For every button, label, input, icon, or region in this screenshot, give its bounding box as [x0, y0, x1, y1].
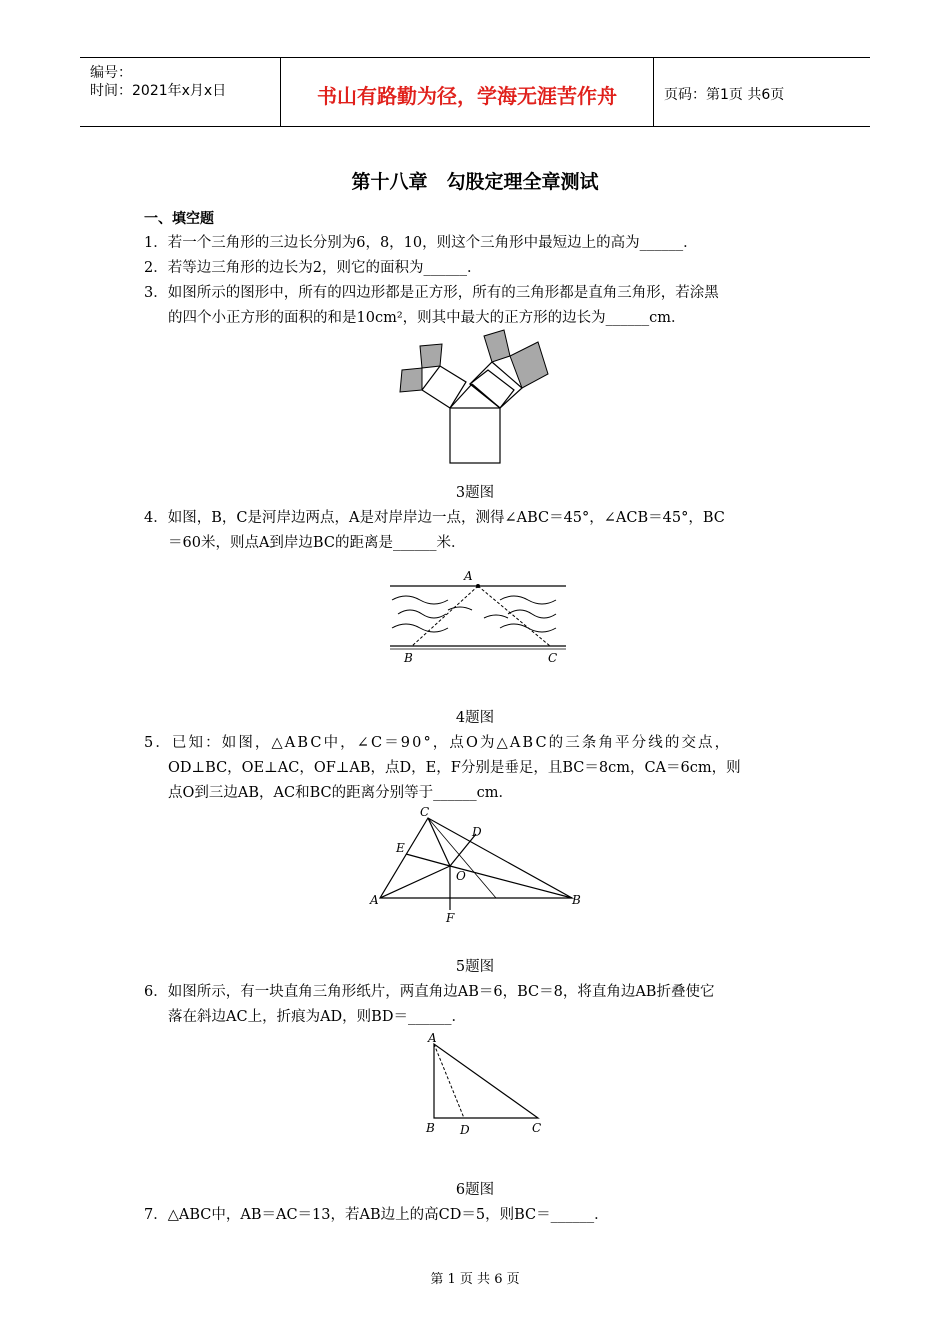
- section-heading: 一、填空题: [144, 211, 214, 227]
- label-D: D: [472, 825, 482, 839]
- question-4-line-2: ＝60米，则点A到岸边BC的距离是______米．: [168, 535, 466, 551]
- label-D: D: [460, 1123, 470, 1137]
- question-6-line-1: 6．如图所示，有一块直角三角形纸片，两直角边AB＝6，BC＝8，将直角边AB折叠使它: [144, 984, 715, 1000]
- question-4-line-1: 4．如图，B，C是河岸边两点，A是对岸岸边一点，测得∠ABC＝45°，∠ACB＝45°，BC: [144, 510, 725, 526]
- label-O: O: [456, 869, 466, 883]
- page-title: 第十八章 勾股定理全章测试: [351, 171, 599, 193]
- page-label: 页码：第1页 共6页: [664, 87, 785, 103]
- label-B: B: [426, 1121, 435, 1135]
- large-square: [450, 408, 500, 463]
- question-5-line-3: 点O到三边AB，AC和BC的距离分别等于______cm．: [168, 785, 513, 801]
- label-B: B: [572, 893, 581, 907]
- question-1: 1．若一个三角形的三边长分别为6，8，10，则这个三角形中最短边上的高为______．: [144, 235, 698, 251]
- question-5-line-1: 5．已知：如图，△ABC中，∠C＝90°，点O为△ABC的三条角平分线的交点，: [144, 735, 732, 751]
- label-C: C: [532, 1121, 542, 1135]
- page-footer: 第 1 页 共 6 页: [430, 1272, 520, 1287]
- question-3-line-1: 3．如图所示的图形中，所有的四边形都是正方形，所有的三角形都是直角三角形，若涂黑: [144, 285, 719, 301]
- label-A: A: [428, 1031, 437, 1045]
- caption-5: 5题图: [455, 959, 495, 975]
- question-5-line-2: OD⊥BC，OE⊥AC，OF⊥AB，点D，E，F分别是垂足，且BC＝8cm，CA＝6cm，则: [168, 760, 741, 776]
- shaded-square-3: [484, 330, 510, 362]
- label-A: A: [464, 569, 473, 583]
- shaded-square-4: [510, 342, 548, 388]
- label-B: B: [404, 651, 413, 665]
- label-A: A: [370, 893, 379, 907]
- shaded-square-1: [400, 368, 422, 392]
- time-label: 时间：2021年x月x日: [90, 83, 227, 99]
- label-F: F: [446, 911, 455, 922]
- header-bar: [80, 57, 870, 127]
- label-C: C: [420, 806, 430, 819]
- label-C: C: [548, 651, 558, 665]
- shaded-square-2: [420, 344, 442, 368]
- caption-3: 3题图: [455, 485, 495, 501]
- figure-6-right-triangle: [420, 1030, 550, 1140]
- header-meta-cell: [80, 58, 281, 126]
- caption-4: 4题图: [455, 710, 495, 726]
- question-7: 7．△ABC中，AB＝AC＝13，若AB边上的高CD＝5，则BC＝______．: [144, 1207, 609, 1223]
- right-square: [470, 362, 522, 408]
- figure-4-river: [388, 566, 568, 666]
- caption-6: 6题图: [455, 1182, 495, 1198]
- question-2: 2．若等边三角形的边长为2，则它的面积为______．: [144, 260, 482, 276]
- left-square: [422, 366, 466, 408]
- header-motto-cell: [281, 58, 654, 126]
- number-label: 编号：: [90, 65, 132, 81]
- question-3-line-2: 的四个小正方形的面积的和是10cm²，则其中最大的正方形的边长为______cm．: [168, 310, 686, 326]
- figure-5-triangle: [366, 806, 588, 922]
- question-6-line-2: 落在斜边AC上，折痕为AD，则BD＝______．: [168, 1009, 466, 1025]
- header-page-cell: [654, 58, 870, 126]
- figure-3-pythagoras-tree: [396, 326, 556, 466]
- label-E: E: [396, 841, 405, 855]
- motto: 书山有路勤为径，学海无涯苦作舟: [317, 84, 617, 108]
